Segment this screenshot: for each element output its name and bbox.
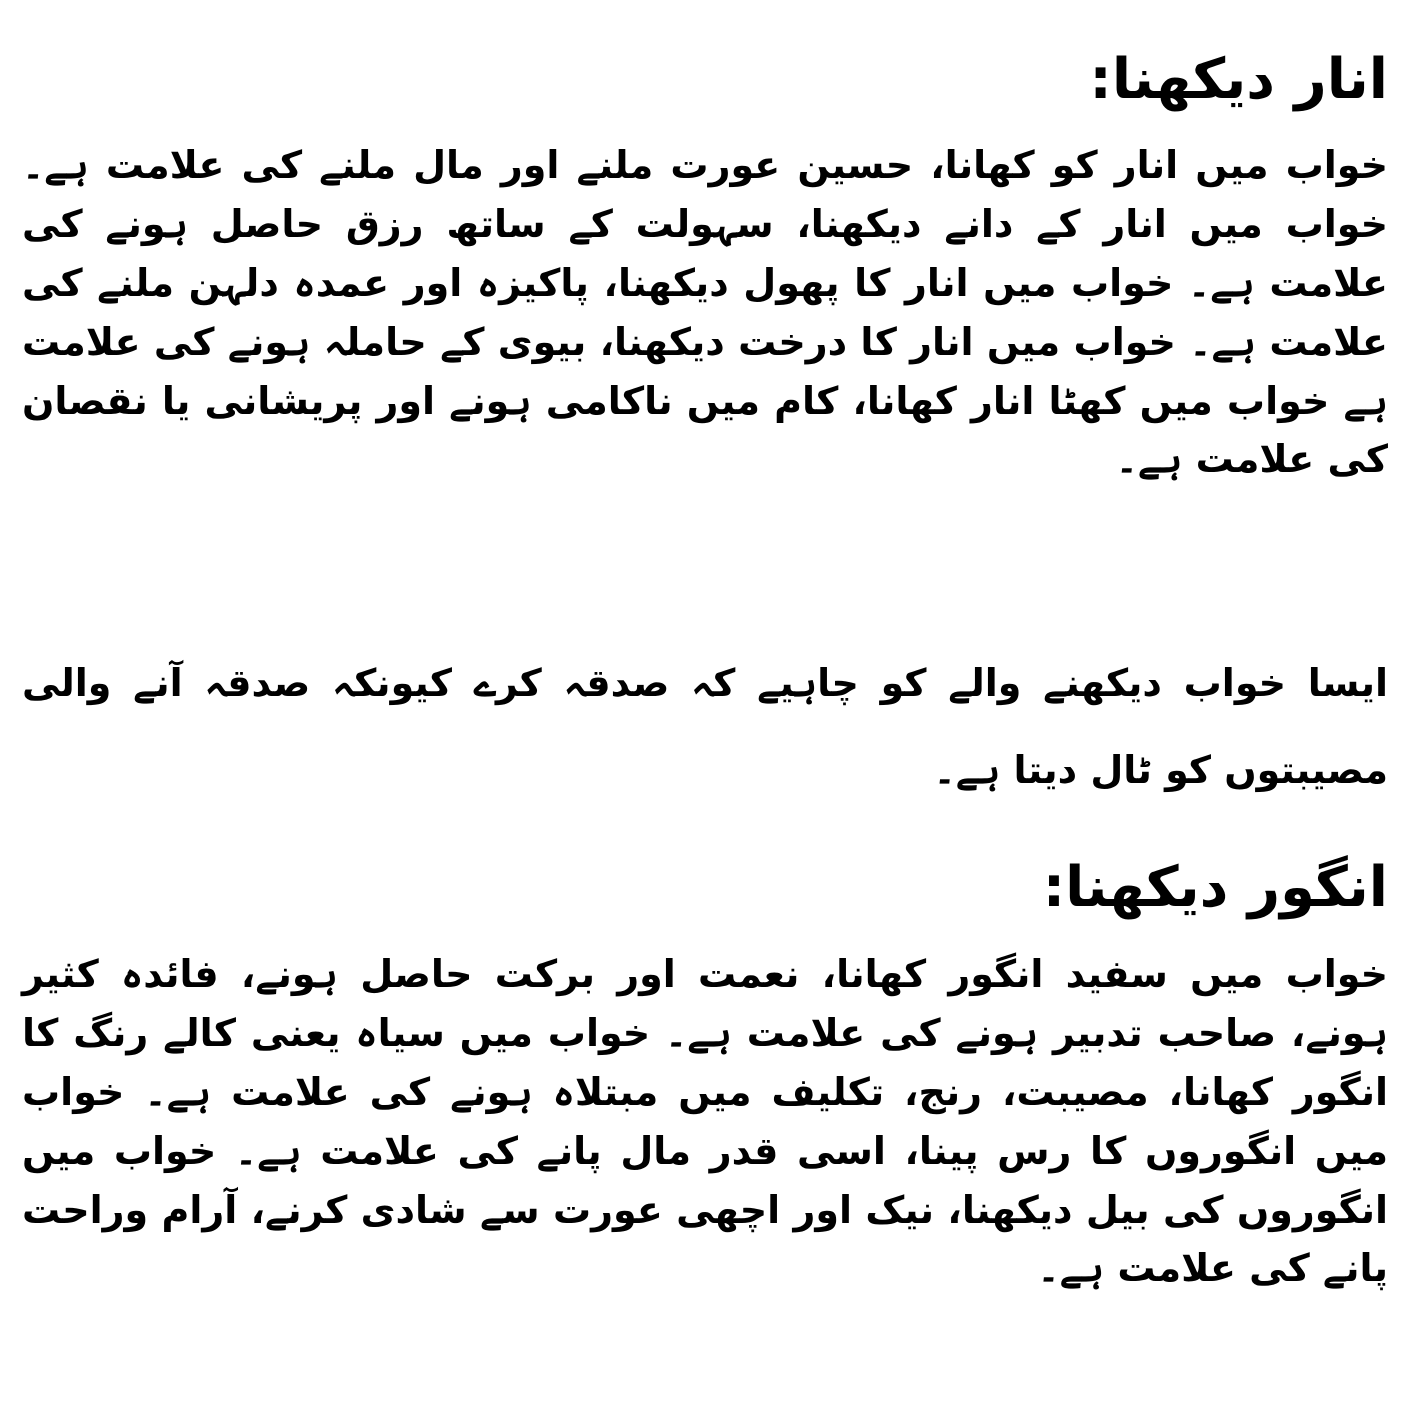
section-paragraph: خواب میں سفید انگور کھانا، نعمت اور برکت حاصل ہونے، فائدہ کثیر ہونے، صاحب تدبیر ہونے کی علامت ہے۔ خواب میں سیاہ یعنی کالے رنگ کا انگور کھانا، مصیبت، رنج، تکلیف میں مبتلاہ ہونے کی علامت ہے۔ خواب میں انگوروں کا رس پینا، اسی قدر مال پانے کی علامت ہے۔ خواب میں انگوروں کی بیل دیکھنا، نیک اور اچھی عورت سے شادی کرنے، آرام وراحت پانے کی علامت ہے۔ [22, 952, 1388, 1291]
document-page [22, 0, 1388, 1417]
section-heading-pomegranate: انار دیکھنا: [1089, 47, 1388, 112]
section-heading-grapes: انگور دیکھنا: [1042, 855, 1388, 920]
section-paragraph: ایسا خواب دیکھنے والے کو چاہیے کہ صدقہ کرے کیونکہ صدقہ آنے والی مصیبتوں کو ٹال دیتا ہے۔ [22, 661, 1388, 793]
section-paragraph: خواب میں انار کو کھانا، حسین عورت ملنے اور مال ملنے کی علامت ہے۔ خواب میں انار کے دانے دیکھنا، سہولت کے ساتھ رزق حاصل ہونے کی علامت ہے۔ خواب میں انار کا پھول دیکھنا، پاکیزہ اور عمدہ دلہن ملنے کی علامت ہے۔ خواب میں انار کا درخت دیکھنا، بیوی کے حاملہ ہونے کی علامت ہے خواب میں کھٹا انار کھانا، کام میں ناکامی ہونے اور پریشانی یا نقصان کی علامت ہے۔ [22, 143, 1388, 482]
